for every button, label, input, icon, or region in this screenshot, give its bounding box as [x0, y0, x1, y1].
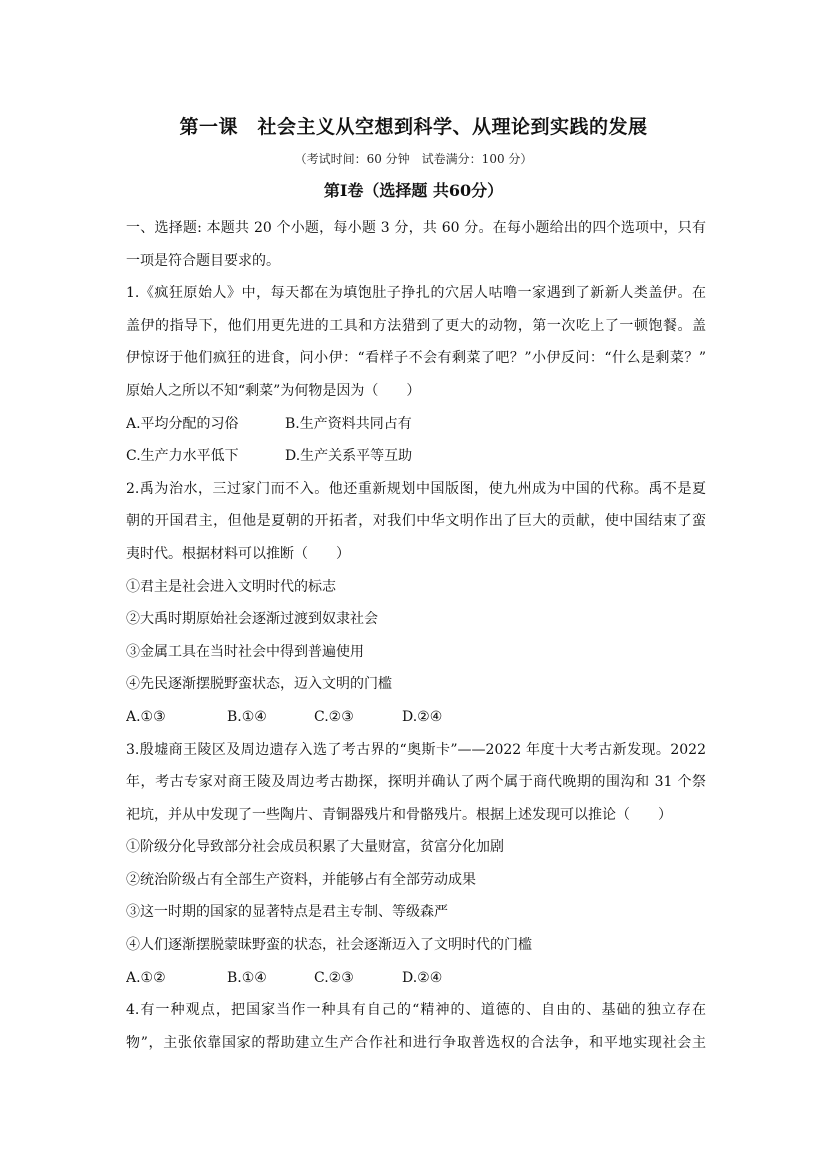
section-title: 第Ⅰ卷（选择题 共60分）	[323, 181, 504, 200]
q1-stem-line: 盖伊的指导下，他们用更先进的工具和方法猎到了更大的动物，第一次吃上了一顿饱餐。盖	[126, 317, 706, 334]
q3-statement: ②统治阶级占有全部生产资料，并能够占有全部劳动成果	[126, 871, 476, 888]
q1-option-c: C.生产力水平低下	[126, 448, 239, 465]
q2-stem-line: 2.禹为治水，三过家门而不入。他还重新规划中国版图，使九州成为中国的代称。禹不是夏	[126, 480, 706, 497]
q3-statement: ④人们逐渐摆脱蒙昧野蛮的状态，社会逐渐迈入了文明时代的门槛	[126, 937, 532, 954]
question-content	[126, 212, 706, 1059]
q3-option-d: D.②④	[402, 969, 443, 986]
q3-option-c: C.②③	[314, 969, 354, 986]
q2-statement: ④先民逐渐摆脱野蛮状态，迈入文明的门槛	[126, 676, 392, 693]
q3-stem-line: 祀坑，并从中发现了一些陶片、青铜器残片和骨骼残片。根据上述发现可以推论（ ）	[126, 806, 672, 823]
q2-statement: ②大禹时期原始社会逐渐过渡到奴隶社会	[126, 611, 378, 628]
q3-options-row	[126, 962, 706, 995]
q3-statement: ①阶级分化导致部分社会成员积累了大量财富，贫富分化加剧	[126, 839, 504, 856]
instructions-line: 一、选择题: 本题共 20 个小题，每小题 3 分，共 60 分。在每小题给出的四个选项中，只有	[126, 220, 706, 236]
exam-info: （考试时间：60 分钟 试卷满分：100 分）	[294, 152, 533, 166]
q2-stem-line: 夷时代。根据材料可以推断（ ）	[126, 545, 350, 562]
q3-stem-line: 年，考古专家对商王陵及周边考古勘探，探明并确认了两个属于商代晚期的围沟和 31 个祭	[126, 774, 706, 791]
q3-statement: ③这一时期的国家的显著特点是君主专制、等级森严	[126, 904, 448, 921]
q3-option-a: A.①②	[126, 969, 166, 986]
q3-stem-line: 3.殷墟商王陵区及周边遗存入选了考古界的“奥斯卡”——2022 年度十大考古新发现。2022	[126, 741, 706, 758]
q1-option-a: A.平均分配的习俗	[126, 415, 239, 432]
q4-stem-line: 4.有一种观点，把国家当作一种具有自己的“精神的、道德的、自由的、基础的独立存在	[126, 1002, 706, 1019]
q2-stem-line: 朝的开国君主，但他是夏朝的开拓者，对我们中华文明作出了巨大的贡献，使中国结束了蛮	[126, 513, 706, 530]
q1-options-row	[126, 408, 706, 441]
q1-stem-line: 伊惊讶于他们疯狂的进食，问小伊：“看样子不会有剩菜了吧？”小伊反问：“什么是剩菜？”	[126, 350, 706, 367]
q2-option-d: D.②④	[402, 708, 443, 725]
q2-option-a: A.①③	[126, 708, 166, 725]
page-title: 第一课 社会主义从空想到科学、从理论到实践的发展	[179, 116, 648, 138]
q1-stem-line: 原始人之所以不知“剩菜”为何物是因为（ ）	[126, 382, 421, 399]
q2-statement: ③金属工具在当时社会中得到普遍使用	[126, 643, 364, 660]
q3-option-b: B.①④	[227, 969, 267, 986]
q2-option-c: C.②③	[314, 708, 354, 725]
q2-options-row	[126, 701, 706, 734]
q1-stem-line: 1.《疯狂原始人》中，每天都在为填饱肚子挣扎的穴居人咕噜一家遇到了新新人类盖伊。在	[126, 285, 706, 302]
q4-stem-line: 物”，主张依靠国家的帮助建立生产合作社和进行争取普选权的合法争，和平地实现社会主	[126, 1034, 706, 1051]
q1-option-d: D.生产关系平等互助	[285, 448, 413, 465]
q1-options-row	[126, 440, 706, 473]
instructions-line: 一项是符合题目要求的。	[126, 252, 280, 269]
q1-option-b: B.生产资料共同占有	[285, 415, 412, 432]
q2-statement: ①君主是社会进入文明时代的标志	[126, 578, 336, 595]
q2-option-b: B.①④	[227, 708, 267, 725]
